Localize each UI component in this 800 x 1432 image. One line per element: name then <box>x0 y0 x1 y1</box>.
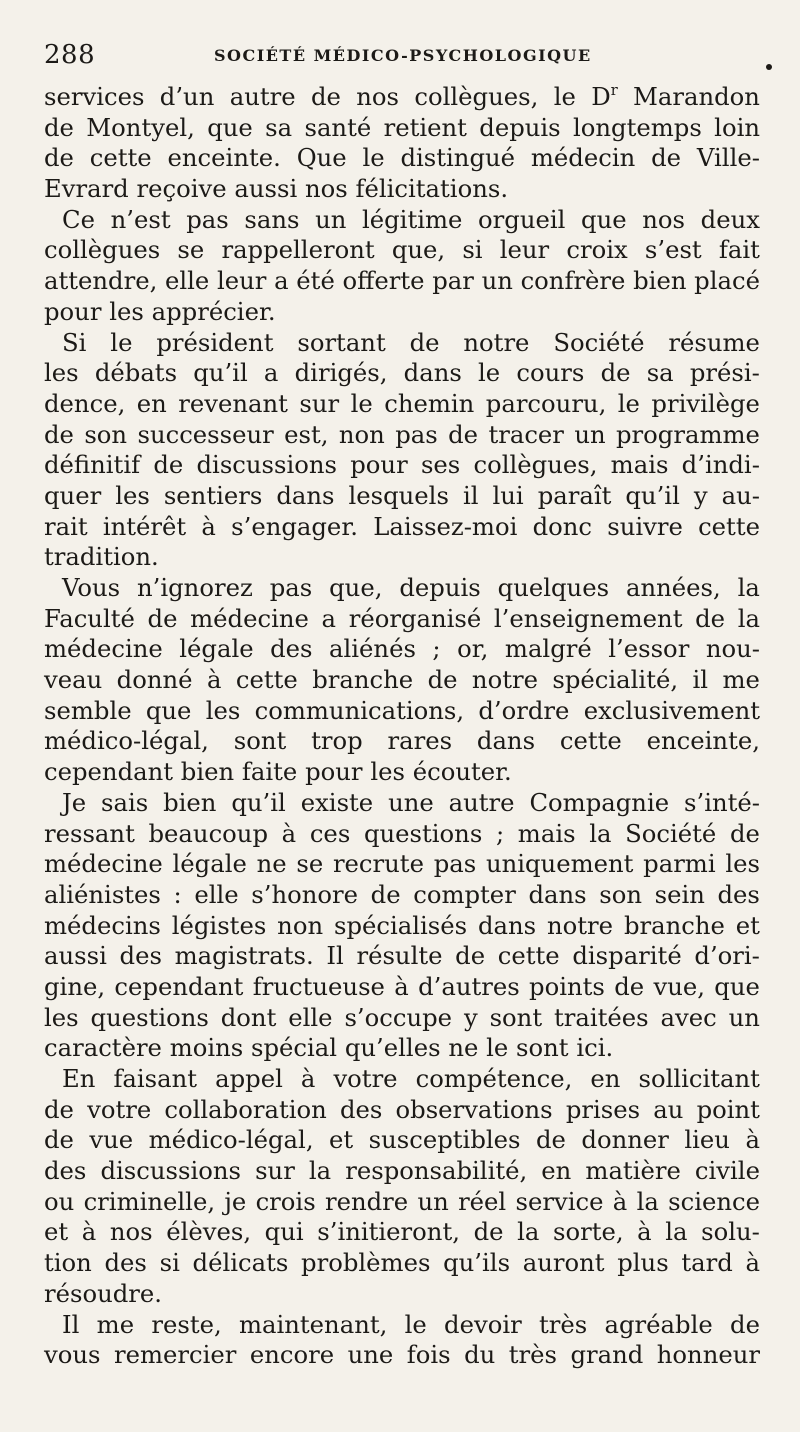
text-line: les débats qu’il a dirigés, dans le cours de sa prési- <box>44 358 760 388</box>
text-line: quer les sentiers dans lesquels il lui paraît qu’il y au- <box>44 480 760 510</box>
text-line: médecine légale des aliénés ; or, malgré l’essor nou- <box>44 634 760 664</box>
text-line: rait intérêt à s’engager. Laissez-moi donc suivre cette <box>44 511 760 541</box>
text-line: attendre, elle leur a été offerte par un confrère bien placé <box>44 266 760 296</box>
text-line: de votre collaboration des observations prises au point <box>44 1094 760 1124</box>
paragraph <box>44 573 760 788</box>
body-text <box>44 82 760 1371</box>
text-line: médecins légistes non spécialisés dans notre branche et <box>44 910 760 940</box>
text-line: ressant beaucoup à ces questions ; mais la Société de <box>44 818 760 848</box>
paragraph <box>44 328 760 574</box>
text-line: médecine légale ne se recrute pas uniquement parmi les <box>44 849 760 879</box>
paragraph <box>44 82 760 205</box>
text-line: Faculté de médecine a réorganisé l’enseignement de la <box>44 603 760 633</box>
paragraph <box>44 205 760 328</box>
text-line: définitif de discussions pour ses collègues, mais d’indi- <box>44 450 760 480</box>
text-line: semble que les communications, d’ordre exclusivement <box>44 695 760 725</box>
text-line: Si le président sortant de notre Société résume <box>62 327 760 357</box>
text-line: collègues se rappelleront que, si leur croix s’est fait <box>44 235 760 265</box>
text-line: les questions dont elle s’occupe y sont traitées avec un <box>44 1002 760 1032</box>
text-line: Ce n’est pas sans un légitime orgueil que nos deux <box>62 204 760 234</box>
text-line: de Montyel, que sa santé retient depuis longtemps loin <box>44 112 760 142</box>
text-line: services d’un autre de nos collègues, le $D^r$ Marandon <box>44 81 760 111</box>
text-line: résoudre. <box>44 1278 163 1308</box>
text-line: dence, en revenant sur le chemin parcouru, le privilège <box>44 388 760 418</box>
text-line: Il me reste, maintenant, le devoir très agréable de <box>62 1309 760 1339</box>
text-line: pour les apprécier. <box>44 296 276 326</box>
text-line: Je sais bien qu’il existe une autre Compagnie s’inté- <box>62 787 760 817</box>
text-line: tion des si délicats problèmes qu’ils auront plus tard à <box>44 1248 760 1278</box>
paragraph <box>44 1310 760 1371</box>
text-line: aliénistes : elle s’honore de compter dans son sein des <box>44 879 760 909</box>
running-head: SOCIÉTÉ MÉDICO-PSYCHOLOGIQUE <box>214 46 592 65</box>
text-line: aussi des magistrats. Il résulte de cette disparité d’ori- <box>44 941 760 971</box>
text-line: médico-légal, sont trop rares dans cette enceinte, <box>44 726 760 756</box>
text-line: des discussions sur la responsabilité, en matière civile <box>44 1156 760 1186</box>
text-line: tradition. <box>44 542 159 572</box>
text-line: vous remercier encore une fois du très grand honneur <box>44 1340 760 1370</box>
ink-speck <box>766 64 772 70</box>
text-line: cependant bien faite pour les écouter. <box>44 757 512 787</box>
text-line: caractère moins spécial qu’elles ne le sont ici. <box>44 1033 614 1063</box>
text-line: de vue médico-légal, et susceptibles de donner lieu à <box>44 1125 760 1155</box>
text-line: veau donné à cette branche de notre spécialité, il me <box>44 665 760 695</box>
text-line: gine, cependant fructueuse à d’autres points de vue, que <box>44 971 760 1001</box>
page-header <box>44 34 760 74</box>
text-line: Vous n’ignorez pas que, depuis quelques années, la <box>62 573 760 602</box>
text-line: et à nos élèves, qui s’initieront, de la sorte, à la solu- <box>44 1217 760 1247</box>
text-line: de son successeur est, non pas de tracer un programme <box>44 419 760 449</box>
text-line: ou criminelle, je crois rendre un réel service à la science <box>44 1186 760 1216</box>
text-line: de cette enceinte. Que le distingué médecin de Ville- <box>44 143 760 173</box>
paragraph <box>44 1064 760 1310</box>
page-number: 288 <box>44 40 96 70</box>
paragraph <box>44 788 760 1064</box>
text-line: En faisant appel à votre compétence, en sollicitant <box>62 1064 760 1093</box>
text-line: Evrard reçoive aussi nos félicitations. <box>44 174 509 204</box>
